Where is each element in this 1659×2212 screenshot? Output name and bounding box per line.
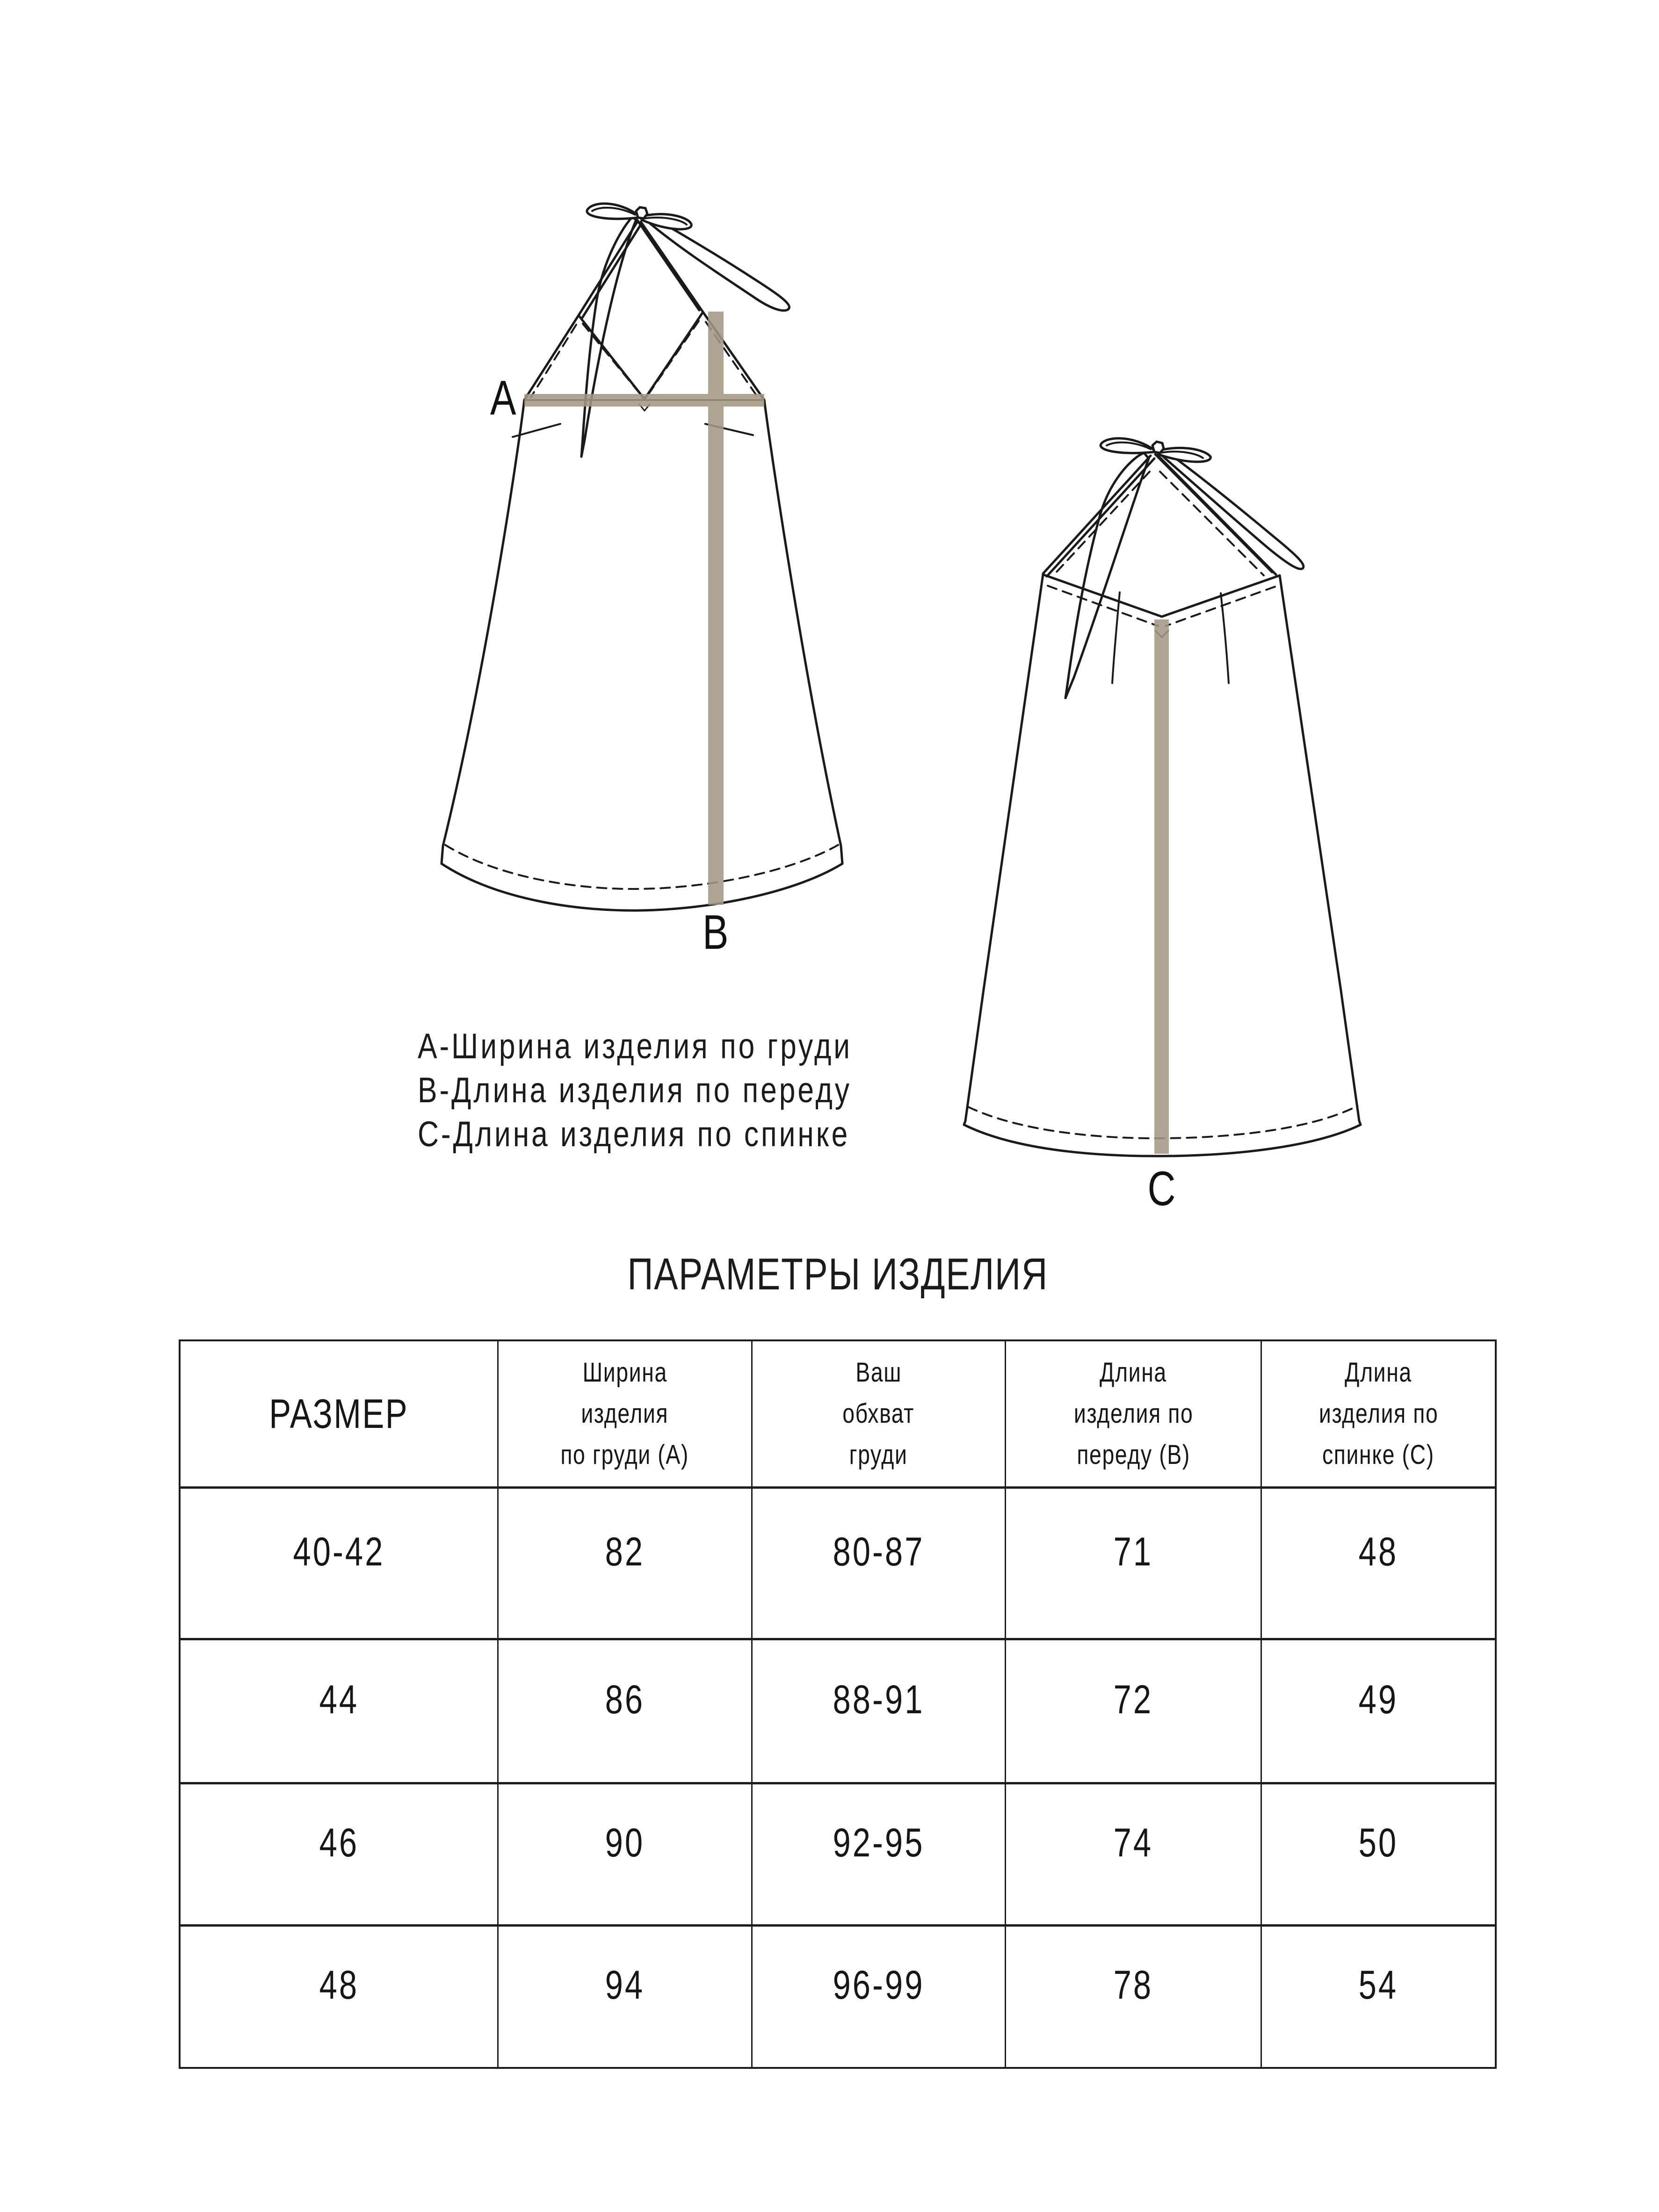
table-row-4-back-length: 54	[1358, 1963, 1398, 2008]
front-view-drawing	[442, 204, 842, 910]
back-bow-right-tail	[1160, 448, 1304, 569]
legend-line-b: В-Длина изделия по переду	[418, 1070, 852, 1110]
front-bow-knot	[636, 207, 647, 218]
size-parameters-table	[179, 1339, 1497, 2069]
table-row-1-chest-width: 82	[499, 1489, 752, 1640]
front-chest-width-label: А	[490, 371, 516, 425]
front-measurement-bars	[524, 312, 764, 905]
table-row-2-front-length: 72	[1006, 1640, 1262, 1784]
front-stitch-lines	[531, 321, 758, 397]
table-row-2-back-length: 49	[1262, 1640, 1495, 1784]
back-bow	[1101, 438, 1210, 462]
back-bow-knot	[1152, 442, 1164, 453]
table-row-2-size: 44	[181, 1640, 499, 1784]
back-view-drawing	[964, 438, 1361, 1156]
table-row-3-size: 46	[181, 1784, 499, 1926]
header-cell-size: РАЗМЕР	[181, 1341, 499, 1489]
header-cell-chest-girth: Ваш обхват груди	[753, 1341, 1006, 1489]
front-length-label: В	[703, 905, 729, 960]
table-row-2-chest-width: 86	[499, 1640, 752, 1784]
back-measurement-bars	[1154, 619, 1169, 1154]
header-cell-front-length: Длина изделия по переду (В)	[1006, 1341, 1262, 1489]
front-skirt	[442, 400, 842, 910]
table-row-1-front-length: 71	[1006, 1489, 1262, 1640]
legend-line-a: А-Ширина изделия по груди	[418, 1026, 852, 1066]
measurement-bar-b	[708, 312, 724, 905]
header-cell-back-length: Длина изделия по спинке (С)	[1262, 1341, 1495, 1489]
front-bow-left-tail	[581, 217, 636, 457]
back-length-label: С	[1147, 1162, 1176, 1216]
header-cell-chest-width: Ширина изделия по груди (А)	[499, 1341, 752, 1489]
table-title: ПАРАМЕТРЫ ИЗДЕЛИЯ	[627, 1249, 1048, 1299]
table-row-1-back-length: 48	[1262, 1489, 1495, 1640]
table-row-3-chest-girth: 92-95	[753, 1784, 1006, 1926]
measurement-legend	[418, 1025, 948, 1157]
back-bow-left-tail	[1065, 453, 1149, 698]
table-row-3-chest-width: 90	[499, 1784, 752, 1926]
measurement-bar-c	[1154, 619, 1169, 1154]
table-row-1-size: 40-42	[181, 1489, 499, 1640]
table-row-1-chest-girth: 80-87	[753, 1489, 1006, 1640]
table-row-3-front-length: 74	[1006, 1784, 1262, 1926]
table-row-4-chest-width: 94	[499, 1927, 752, 2067]
measurement-bar-a	[524, 394, 764, 407]
table-row-3-back-length: 50	[1262, 1784, 1495, 1926]
table-row-2-chest-girth: 88-91	[753, 1640, 1006, 1784]
table-row-4-front-length: 78	[1006, 1927, 1262, 2067]
table-row-4-chest-girth: 96-99	[753, 1927, 1006, 2067]
legend-line-c: С-Длина изделия по спинке	[418, 1114, 850, 1154]
table-row-4-size: 48	[181, 1927, 499, 2067]
